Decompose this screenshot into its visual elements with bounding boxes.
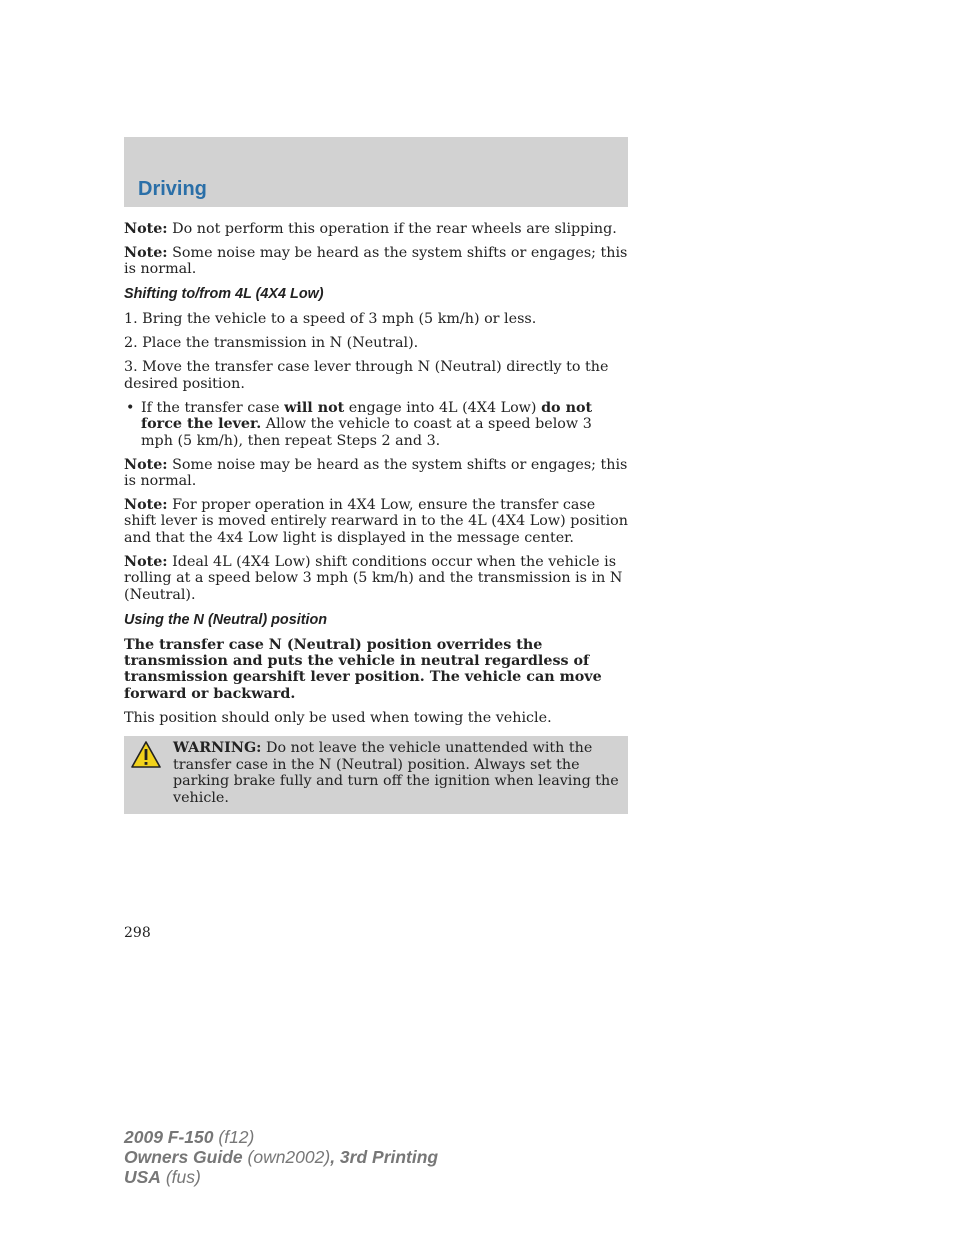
footer-line-2 xyxy=(124,1147,438,1167)
note-label: Note: xyxy=(124,245,168,261)
bullet-text: Allow the vehicle to coast at a speed below 3 mph (5 km/h), then repeat Steps 2 and 3. xyxy=(141,416,592,449)
note-label: Note: xyxy=(124,221,168,237)
bold-paragraph-text: The transfer case N (Neutral) position overrides the transmission and puts the vehicle in neutral regardless of transmission gearshift lever position. The vehicle can move forward or backward. xyxy=(124,636,602,702)
section-header-band xyxy=(124,137,628,207)
warning-triangle-icon xyxy=(131,741,161,769)
note-text: Some noise may be heard as the system shifts or engages; this is normal. xyxy=(124,456,628,490)
bullet-bold: do not force the lever. xyxy=(141,399,593,433)
bullet-dot: • xyxy=(126,399,135,416)
bullet-text: engage into 4L (4X4 Low) xyxy=(344,399,542,416)
bold-paragraph xyxy=(124,637,628,703)
note-label: Note: xyxy=(124,553,168,570)
footer-market: USA xyxy=(124,1167,161,1187)
note-label: Note: xyxy=(124,497,168,514)
note-paragraph xyxy=(124,221,628,237)
note-paragraph xyxy=(124,245,628,278)
subheading-shifting: Shifting to/from 4L (4X4 Low) xyxy=(124,286,324,303)
note-paragraph xyxy=(124,497,628,546)
section-title: Driving xyxy=(138,178,207,200)
bullet-text: If the transfer case xyxy=(141,399,285,416)
bullet-bold: will not xyxy=(284,399,345,416)
footer-guide: Owners Guide xyxy=(124,1147,243,1167)
warning-label: WARNING: xyxy=(173,740,262,757)
warning-text xyxy=(130,740,622,806)
note-label: Note: xyxy=(124,456,168,473)
note-paragraph xyxy=(124,457,628,490)
document-footer xyxy=(124,1127,438,1187)
note-text: Do not perform this operation if the rear wheels are slipping. xyxy=(167,221,617,237)
bullet-item xyxy=(124,400,628,449)
note-text: For proper operation in 4X4 Low, ensure the transfer case shift lever is moved entirely rearward in to the 4L (4X4 Low) position and that the 4x4 Low light is displayed in the message center. xyxy=(124,497,628,546)
towing-paragraph: This position should only be used when towing the vehicle. xyxy=(124,709,552,726)
footer-model: 2009 F-150 xyxy=(124,1127,214,1147)
step-2: 2. Place the transmission in N (Neutral). xyxy=(124,335,419,352)
step-3: 3. Move the transfer case lever through N (Neutral) directly to the desired position. xyxy=(124,359,609,392)
note-paragraph xyxy=(124,554,628,603)
footer-line-3 xyxy=(124,1167,438,1187)
warning-body: Do not leave the vehicle unattended with the transfer case in the N (Neutral) position. Always set the parking brake fully and turn off the ignition when leaving the vehicle. xyxy=(173,740,619,806)
page-number: 298 xyxy=(124,925,151,941)
footer-market-code: (fus) xyxy=(160,1167,201,1187)
footer-model-code: (f12) xyxy=(213,1127,255,1147)
footer-line-1 xyxy=(124,1127,438,1147)
warning-box xyxy=(124,736,628,814)
footer-printing: , 3rd Printing xyxy=(330,1147,439,1167)
note-text: Ideal 4L (4X4 Low) shift conditions occur when the vehicle is rolling at a speed below 3 mph (5 km/h) and the transmission is in N (Neutral). xyxy=(124,553,623,603)
subheading-neutral: Using the N (Neutral) position xyxy=(124,611,328,628)
footer-guide-code: (own2002) xyxy=(242,1147,331,1167)
page-content xyxy=(124,221,628,814)
step-1: 1. Bring the vehicle to a speed of 3 mph (5 km/h) or less. xyxy=(124,311,537,328)
note-text: Some noise may be heard as the system shifts or engages; this is normal. xyxy=(124,245,628,278)
